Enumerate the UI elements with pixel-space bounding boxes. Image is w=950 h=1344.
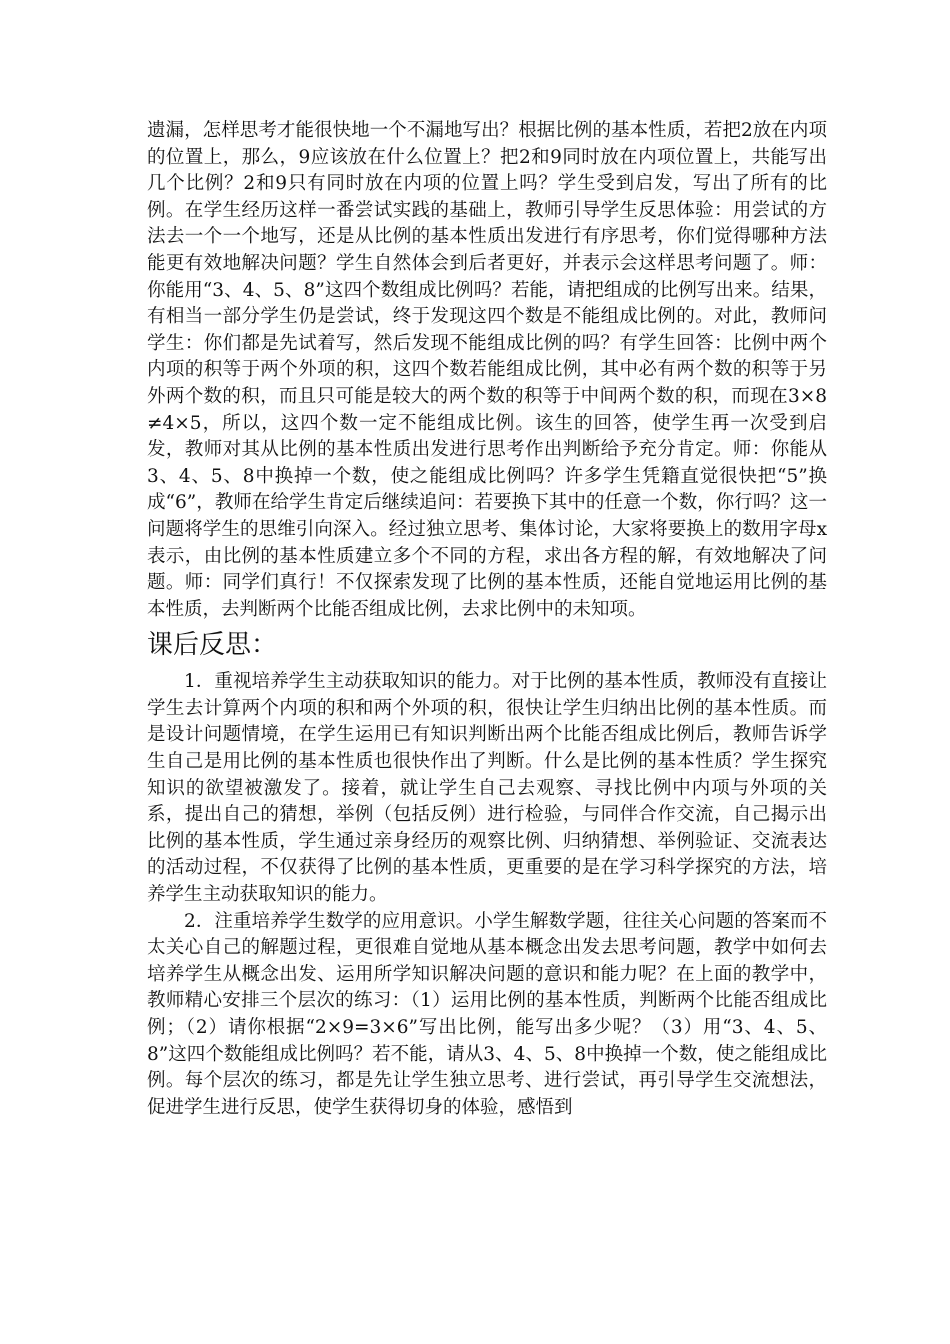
section-heading: 课后反思：	[147, 630, 278, 661]
document-body	[147, 118, 827, 1121]
body-paragraph-1: 遗漏，怎样思考才能很快地一个不漏地写出？根据比例的基本性质，若把2放在内项的位置上，那么，9应该放在什么位置上？把2和9同时放在内项位置上，共能写出几个比例？2和9只有同时放在内项的位置上吗？学生受到启发，写出了所有的比例。在学生经历这样一番尝试实践的基础上，教师引导学生反思体验：用尝试的方法去一个一个地写，还是从比例的基本性质出发进行有序思考，你们觉得哪种方法能更有效地解决问题？学生自然体会到后者更好，并表示会这样思考问题了。师：你能用“3、4、5、8”这四个数组成比例吗？若能，请把组成的比例写出来。结果，有相当一部分学生仍是尝试，终于发现这四个数是不能组成比例的。对此，教师问学生：你们都是先试着写，然后发现不能组成比例的吗？有学生回答：比例中两个内项的积等于两个外项的积，这四个数若能组成比例，其中必有两个数的积等于另外两个数的积，而且只可能是较大的两个数的积等于中间两个数的积，而现在3×8≠4×5，所以，这四个数一定不能组成比例。该生的回答，使学生再一次受到启发，教师对其从比例的基本性质出发进行思考作出判断给予充分肯定。师：你能从3、4、5、8中换掉一个数，使之能组成比例吗？许多学生凭籍直觉很快把“5”换成“6”，教师在给学生肯定后继续追问：若要换下其中的任意一个数，你行吗？这一问题将学生的思维引向深入。经过独立思考、集体讨论，大家将要换上的数用字母x表示，由比例的基本性质建立多个不同的方程，求出各方程的解，有效地解决了问题。师：同学们真行！不仅探索发现了比例的基本性质，还能自觉地运用比例的基本性质，去判断两个比能否组成比例，去求比例中的未知项。	[147, 120, 827, 620]
body-paragraph-3: 2．注重培养学生数学的应用意识。小学生解数学题，往往关心问题的答案而不太关心自己的解题过程，更很难自觉地从基本概念出发去思考问题，教学中如何去培养学生从概念出发、运用所学知识解决问题的意识和能力呢？在上面的教学中，教师精心安排三个层次的练习：（1）运用比例的基本性质，判断两个比能否组成比例；（2）请你根据“2×9=3×6”写出比例，能写出多少呢？（3）用“3、4、5、8”这四个数能组成比例吗？若不能，请从3、4、5、8中换掉一个数，使之能组成比例。每个层次的练习，都是先让学生独立思考、进行尝试，再引导学生交流想法，促进学生进行反思，使学生获得切身的体验，感悟到	[147, 910, 827, 1118]
body-paragraph-2: 1．重视培养学生主动获取知识的能力。对于比例的基本性质，教师没有直接让学生去计算两个内项的积和两个外项的积，很快让学生归纳出比例的基本性质。而是设计问题情境，在学生运用已有知识判断出两个比能否组成比例后，教师告诉学生自己是用比例的基本性质也很快作出了判断。什么是比例的基本性质？学生探究知识的欲望被激发了。接着，就让学生自己去观察、寻找比例中内项与外项的关系，提出自己的猜想，举例（包括反例）进行检验，与同伴合作交流，自己揭示出比例的基本性质，学生通过亲身经历的观察比例、归纳猜想、举例验证、交流表达的活动过程，不仅获得了比例的基本性质，更重要的是在学习科学探究的方法，培养学生主动获取知识的能力。	[147, 671, 827, 906]
